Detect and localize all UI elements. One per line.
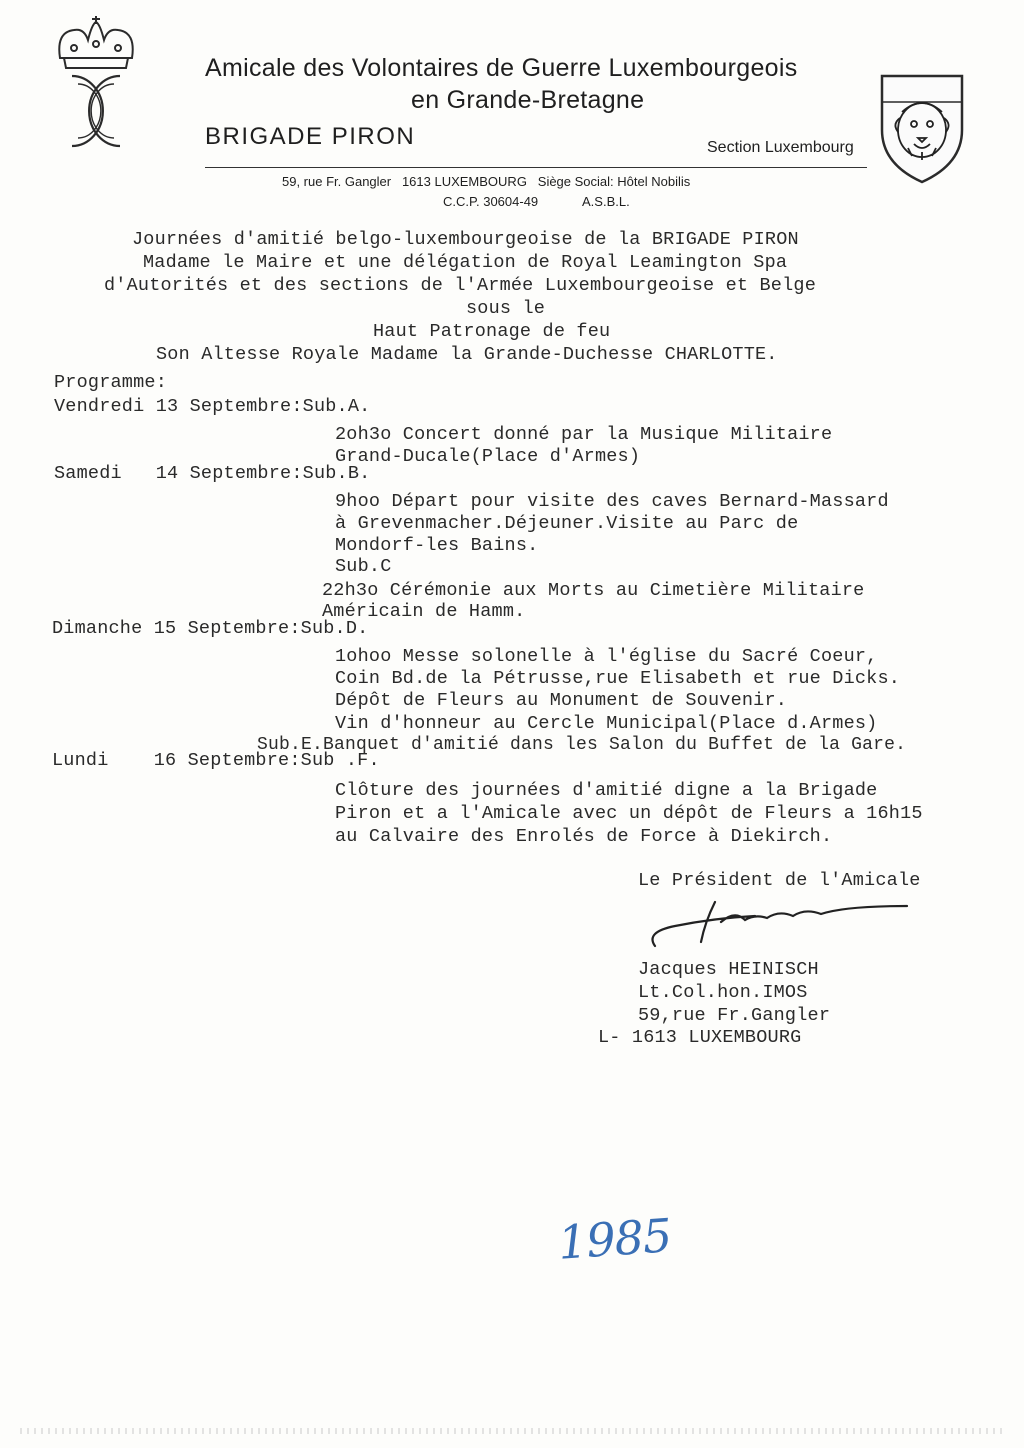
scan-noise [20, 1428, 1004, 1434]
programme-label: Programme: [54, 372, 168, 393]
programme-item: Coin Bd.de la Pétrusse,rue Elisabeth et rue Dicks. [335, 668, 901, 689]
org-title-line1: Amicale des Volontaires de Guerre Luxembourgeois [205, 54, 798, 82]
programme-item: Dépôt de Fleurs au Monument de Souvenir. [335, 690, 788, 711]
signature-street: 59,rue Fr.Gangler [638, 1005, 831, 1026]
programme-day: Vendredi 13 Septembre:Sub.A. [54, 396, 371, 417]
programme-item: Sub.E.Banquet d'amitié dans les Salon du Buffet de la Gare. [257, 735, 907, 755]
programme-item: Mondorf-les Bains. [335, 535, 539, 556]
programme-day: Dimanche 15 Septembre:Sub.D. [52, 618, 369, 639]
signature-name: Jacques HEINISCH [638, 959, 819, 980]
ccp-number: C.C.P. 30604-49 [443, 194, 539, 209]
programme-item: Grand-Ducale(Place d'Armes) [335, 446, 641, 467]
programme-item: Vin d'honneur au Cercle Municipal(Place d.Armes) [335, 713, 878, 734]
intro-line-4: sous le [466, 298, 546, 319]
address-line: 59, rue Fr. Gangler 1613 LUXEMBOURG Siège Social: Hôtel Nobilis [282, 174, 691, 189]
intro-line-5: Haut Patronage de feu [373, 321, 611, 342]
programme-item: Sub.C [335, 556, 392, 577]
asbl-label: A.S.B.L. [582, 194, 630, 209]
programme-day: Lundi 16 Septembre:Sub .F. [52, 750, 380, 771]
programme-item: Clôture des journées d'amitié digne a la Brigade [335, 780, 878, 801]
org-title-line2: en Grande-Bretagne [411, 86, 645, 114]
programme-item: 9hoo Départ pour visite des caves Bernard-Massard [335, 491, 889, 512]
signature-title: Le Président de l'Amicale [638, 870, 921, 891]
intro-line-2: Madame le Maire et une délégation de Royal Leamington Spa [143, 252, 788, 273]
programme-item: Piron et a l'Amicale avec un dépôt de Fleurs a 16h15 [335, 803, 923, 824]
intro-line-1: Journées d'amitié belgo-luxembourgeoise de la BRIGADE PIRON [132, 229, 799, 250]
programme-day: Samedi 14 Septembre:Sub.B. [54, 463, 371, 484]
brigade-title: BRIGADE PIRON [205, 123, 416, 150]
signature-rank: Lt.Col.hon.IMOS [638, 982, 808, 1003]
programme-item: Américain de Hamm. [322, 601, 526, 622]
programme-item: 22h3o Cérémonie aux Morts au Cimetière Militaire [322, 580, 865, 601]
crown-monogram-crest-icon [50, 14, 142, 164]
handwritten-year: 1985 [556, 1208, 673, 1270]
programme-item: 2oh3o Concert donné par la Musique Militaire [335, 424, 833, 445]
programme-item: au Calvaire des Enrolés de Force à Diekirch. [335, 826, 833, 847]
section-label: Section Luxembourg [707, 139, 854, 156]
programme-item: 1ohoo Messe solonelle à l'église du Sacré Coeur, [335, 646, 878, 667]
intro-line-6: Son Altesse Royale Madame la Grande-Duchesse CHARLOTTE. [156, 344, 778, 365]
signature-city: L- 1613 LUXEMBOURG [598, 1027, 802, 1048]
header-divider [205, 167, 867, 168]
handwritten-signature-icon [645, 892, 915, 954]
programme-item: à Grevenmacher.Déjeuner.Visite au Parc de [335, 513, 799, 534]
lion-shield-emblem-icon [878, 72, 966, 186]
intro-line-3: d'Autorités et des sections de l'Armée Luxembourgeoise et Belge [104, 275, 817, 296]
